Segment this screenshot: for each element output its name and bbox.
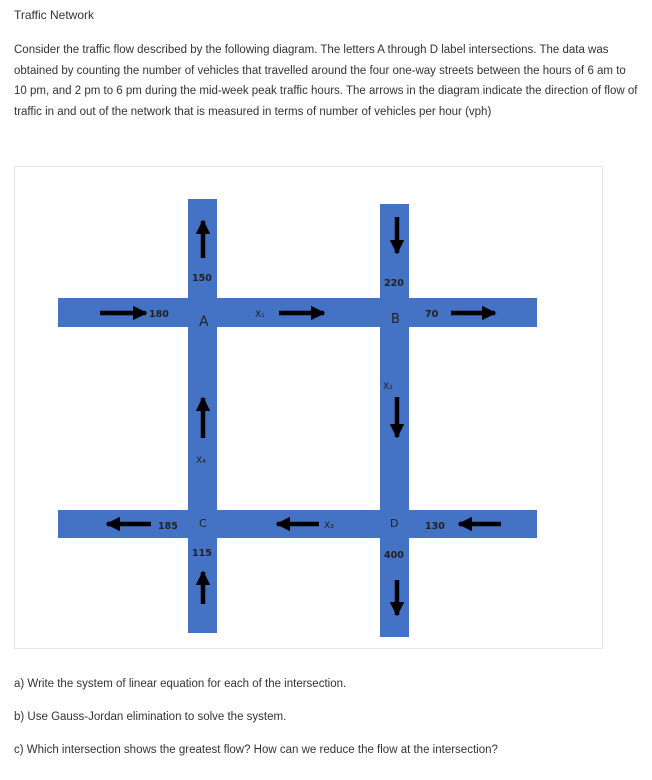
flow-label-180: 180 — [149, 309, 169, 320]
flow-label-115: 115 — [192, 548, 212, 559]
problem-description: Consider the traffic flow described by the following diagram. The letters A through D label intersections. The data was obtained by counting the number of vehicles that travelled around the four one-way streets between the hours of 6 am to 10 pm, and 2 pm to 6 pm during the mid-week peak traffic hours. The arrows in the diagram indicate the direction of flow of traffic in and out of the network that is measured in terms of number of vehicles per hour (vph) — [14, 44, 638, 118]
flow-label-70: 70 — [425, 309, 439, 320]
intersection-b: B — [391, 312, 400, 327]
flow-label-185: 185 — [158, 521, 178, 532]
unknown-x3: X₃ — [324, 521, 334, 531]
road-right-vertical — [380, 204, 409, 637]
intersection-d: D — [390, 517, 399, 530]
intersection-c: C — [199, 517, 207, 530]
page-title: Traffic Network — [14, 8, 95, 22]
flow-label-220: 220 — [384, 278, 404, 289]
question-b: b) Use Gauss-Jordan elimination to solve the system. — [14, 711, 287, 723]
traffic-network-diagram — [14, 166, 603, 649]
flow-label-130: 130 — [425, 521, 445, 532]
unknown-x2: X₂ — [383, 382, 393, 392]
question-a: a) Write the system of linear equation for each of the intersection. — [14, 678, 347, 690]
flow-label-150: 150 — [192, 273, 212, 284]
intersection-a: A — [199, 314, 209, 330]
question-c: c) Which intersection shows the greatest flow? How can we reduce the flow at the intersection? — [14, 744, 498, 756]
unknown-x1: X₁ — [255, 310, 265, 320]
unknown-x4: X₄ — [196, 456, 206, 466]
flow-label-400: 400 — [384, 550, 404, 561]
